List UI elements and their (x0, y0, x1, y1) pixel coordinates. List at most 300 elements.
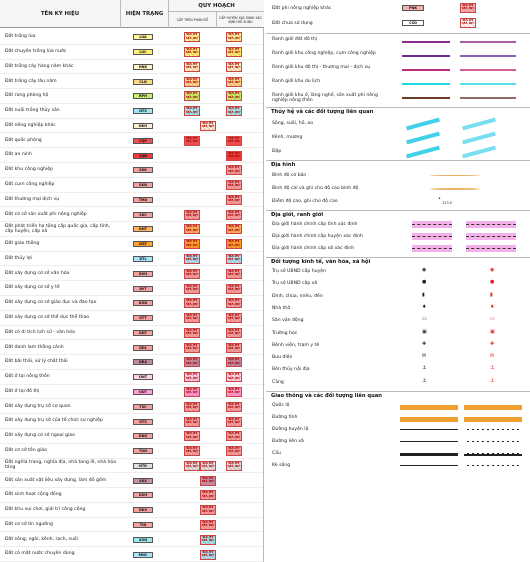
plan-code-planned: MÃ QH (228, 198, 240, 203)
plan-upper-box (184, 284, 200, 294)
plan-code-current: MÃ HT (228, 342, 240, 347)
plan-code-current: MÃ HT (228, 268, 240, 273)
legend-row (0, 30, 263, 45)
status-code-box: DTL (133, 256, 153, 262)
plan-district-box (226, 328, 242, 338)
plan-code-current: MÃ HT (228, 32, 240, 37)
plan-code-planned: MÃ QH (228, 109, 240, 114)
traffic-label: Đường tỉnh (272, 415, 298, 420)
status-code-box: LUA (133, 34, 153, 40)
plan-code-planned: MÃ QH (186, 331, 198, 336)
traffic-label: Kè sông (272, 463, 291, 468)
plan-code-current: MÃ HT (202, 475, 214, 480)
plan-district-box (226, 343, 242, 353)
plan-code-planned: MÃ QH (186, 272, 198, 277)
legend-row (0, 148, 263, 163)
plan-district-box (226, 77, 242, 87)
legend-label: Đất khu vui chơi, giải trí công cộng (5, 507, 86, 513)
plan-district-box (226, 313, 242, 323)
plan-code-planned: MÃ QH (228, 419, 240, 424)
plan-code-planned: MÃ QH (228, 375, 240, 380)
water-symbol (406, 146, 440, 159)
plan-upper-box (184, 461, 200, 471)
plan-code-current: MÃ HT (228, 387, 240, 392)
legend-label: Đất xây dựng cơ sở văn hóa (5, 270, 70, 276)
section-title: Địa hình (271, 162, 296, 168)
plan-code-current: MÃ HT (186, 283, 198, 288)
legend-label: Đất ở tại nông thôn (5, 374, 50, 380)
status-code-box: DSH (133, 492, 153, 498)
plan-upper-box (184, 136, 200, 146)
plan-code-current: MÃ HT (186, 357, 198, 362)
plan-code-current: MÃ HT (228, 61, 240, 66)
plan-code-planned: MÃ QH (186, 405, 198, 410)
status-code-box: DRA (133, 359, 153, 365)
plan-code-planned: MÃ QH (186, 213, 198, 217)
target-icon: ◉ (422, 267, 427, 273)
plan-code-planned: MÃ QH (202, 479, 214, 483)
plan-code-planned: MÃ QH (186, 434, 198, 439)
status-code-box: DYT (133, 286, 153, 292)
legend-header (0, 0, 264, 28)
plan-district-box (226, 91, 242, 101)
plan-code-planned: MÃ QH (186, 80, 198, 84)
status-code-box: TON (133, 448, 153, 454)
contour-line (430, 175, 480, 176)
plan-code-current: MÃ HT (228, 180, 240, 185)
status-code-box: LUC (133, 49, 153, 55)
legend-label: Đất cụm công nghiệp (5, 182, 55, 187)
divider (266, 107, 530, 108)
road-symbol-planned (464, 465, 522, 466)
boundary-label: Ranh giới khu du lịch (272, 79, 321, 84)
plan-code-current: MÃ HT (228, 416, 240, 421)
status-code-box: SKC (133, 212, 153, 218)
boundary-line-planned (460, 41, 516, 43)
header-plan: QUY HOẠCH (168, 0, 264, 12)
plan-code-current: MÃ HT (186, 327, 198, 332)
plan-code-planned: MÃ QH (228, 360, 240, 365)
plan-code-current: MÃ HT (228, 431, 240, 436)
econ-label: Cảng (272, 379, 284, 385)
legend-label: Đất danh lam thắng cảnh (5, 344, 64, 350)
legend-label: Đất trồng cây hàng năm khác (5, 63, 74, 69)
plan-mid-box (200, 535, 216, 545)
admin-label: Địa giới hành chính cấp xã xác định (272, 246, 355, 251)
plan-code-planned: MÃ QH (228, 346, 240, 350)
plan-district-box (226, 431, 242, 441)
legend-label: Đất phát triển hạ tầng cấp quốc gia, cấp tỉnh, cấp huyện, cấp xã (5, 223, 111, 234)
plan-code-planned: MÃ QH (186, 419, 198, 424)
legend-label: Đất sinh hoạt cộng đồng (5, 492, 62, 498)
plan-code-current: MÃ HT (186, 387, 198, 392)
legend-label: Đất xây dựng trụ sở cơ quan (5, 403, 71, 409)
plan-code-current: MÃ HT (202, 520, 214, 525)
econ-label: Bệnh viện, trạm y tế (272, 342, 320, 348)
terrain-label: Điểm độ cao, ghi chú độ cao (272, 199, 338, 204)
plan-upper-box (184, 387, 200, 397)
divider (266, 33, 530, 34)
plan-district-box (226, 284, 242, 294)
plan-district-box (226, 151, 242, 161)
plan-mid-box (200, 476, 216, 486)
boundary-label: Ranh giới khu ở, làng nghề, sản xuất phi nông nghiệp nông thôn (272, 93, 378, 104)
plan-district-box (226, 446, 242, 456)
plan-mid-box (200, 550, 216, 560)
anchor-icon: ⚓ (422, 365, 427, 372)
plan-mid-box (200, 505, 216, 515)
plan-code-planned: MÃ QH (228, 331, 240, 336)
plan-code-planned: MÃ QH (186, 139, 198, 144)
plan-code-current: MÃ HT (228, 401, 240, 406)
plan-code-planned: MÃ QH (228, 316, 240, 321)
plan-code-planned: MÃ QH (186, 109, 198, 114)
plan-code-current: MÃ HT (228, 460, 240, 465)
legend-row (0, 74, 263, 89)
status-code-box: HNK (133, 64, 153, 70)
port-icon: ⚓ (422, 377, 427, 384)
plan-code-current: MÃ HT (228, 47, 240, 52)
temple-icon: ▮ (422, 291, 425, 298)
plan-code-planned: MÃ QH (202, 538, 214, 543)
divider (266, 160, 530, 161)
plan-code-planned: MÃ QH (186, 346, 198, 350)
divider (266, 391, 530, 392)
legend-row (0, 193, 263, 208)
legend-label: Đất cơ sở tôn giáo (5, 448, 47, 453)
plan-code-planned: MÃ QH (228, 434, 240, 439)
plan-upper-box (184, 62, 200, 72)
plan-code-current: MÃ HT (186, 446, 198, 451)
divider (266, 210, 530, 211)
plan-code-current: MÃ HT (186, 61, 198, 66)
status-code-box: MNC (133, 552, 153, 558)
legend-label: Đất trồng lúa (5, 34, 36, 40)
plan-code-planned: MÃ QH (228, 153, 240, 158)
econ-label: Trụ sở UBND cấp huyện (272, 269, 326, 274)
boundary-line-planned (460, 83, 516, 85)
plan-upper-box (184, 372, 200, 382)
plan-code-current: MÃ HT (228, 106, 240, 111)
legend-label: Đất xây dựng cơ sở ngoại giao (5, 433, 75, 439)
plan-code-current: MÃ HT (186, 106, 198, 111)
hospital-icon: ✚ (490, 340, 495, 347)
water-symbol (406, 118, 440, 131)
plan-district-box (226, 224, 242, 234)
status-code-box: DGT (133, 241, 153, 247)
plan-upper-box (184, 77, 200, 87)
plan-district-box (226, 47, 242, 57)
status-code-box: PNK (402, 5, 424, 11)
plan-code-planned: MÃ QH (186, 257, 198, 262)
legend-row (0, 326, 263, 341)
plan-code-planned: MÃ QH (202, 552, 214, 557)
plan-district-box (226, 402, 242, 412)
plan-code-current: MÃ HT (228, 446, 240, 451)
plan-code-current: MÃ HT (186, 401, 198, 406)
road-symbol-planned (464, 441, 522, 442)
legend-label: Đất cơ sở sản xuất phi nông nghiệp (5, 211, 87, 217)
hospital-icon: ✚ (422, 340, 427, 347)
plan-code-current: MÃ HT (202, 460, 214, 465)
plan-upper-box (184, 106, 200, 116)
plan-code-current: MÃ HT (186, 47, 198, 52)
plan-code-planned: MÃ QH (462, 6, 474, 11)
plan-district-box (226, 239, 242, 249)
status-code-box: CSD (402, 20, 424, 26)
legend-row (0, 503, 263, 518)
map-symbol-legend (266, 0, 530, 562)
road-symbol-planned (464, 453, 522, 456)
status-code-box: NKH (133, 123, 153, 129)
section-title: Địa giới, ranh giới (271, 212, 324, 218)
plan-upper-box (184, 210, 200, 220)
water-symbol-planned (462, 118, 496, 131)
plan-code-planned: MÃ QH (228, 405, 240, 410)
plan-code-current: MÃ HT (228, 224, 240, 229)
terrain-label: Bình độ cái và ghi chú độ cao bình độ (272, 186, 359, 191)
plan-upper-box (184, 343, 200, 353)
plan-code-current: MÃ HT (186, 91, 198, 96)
target-icon: ◉ (490, 267, 495, 273)
status-code-box: TIN (133, 522, 153, 528)
status-code-box: ONT (133, 374, 153, 380)
plan-upper-box (184, 32, 200, 42)
road-symbol (400, 465, 458, 466)
legend-row (0, 104, 263, 119)
legend-row (0, 178, 263, 193)
road-symbol (400, 453, 458, 456)
water-symbol (406, 132, 440, 145)
legend-label: Đất sông, ngòi, kênh, rạch, suối (5, 536, 78, 542)
plan-code-current: MÃ HT (228, 165, 240, 170)
status-code-box: DTS (133, 419, 153, 425)
dot-icon: ● (422, 279, 427, 286)
church-icon: ♦ (490, 303, 495, 310)
plan-code-planned: MÃ QH (202, 508, 214, 513)
legend-label: Đất xây dựng cơ sở y tế (5, 285, 60, 291)
plan-code-planned: MÃ QH (202, 523, 214, 528)
section-title: Đối tượng kinh tế, văn hóa, xã hội (271, 259, 371, 265)
status-code-box: DDT (133, 330, 153, 336)
legend-row (0, 311, 263, 326)
legend-label: Đất xây dựng cơ sở thể dục thể thao (5, 315, 90, 320)
status-code-box: DTT (133, 315, 153, 321)
plan-upper-box (184, 446, 200, 456)
plan-code-planned: MÃ QH (228, 168, 240, 173)
header-name: TÊN KÝ HIỆU (40, 11, 80, 17)
status-code-box: DGD (133, 300, 153, 306)
status-code-box: DKV (133, 507, 153, 513)
plan-upper-box (184, 313, 200, 323)
plan-upper-box (184, 269, 200, 279)
admin-label: Địa giới hành chính cấp huyện xác định (272, 234, 363, 239)
admin-boundary-line-planned (466, 236, 516, 237)
plan-code-current: MÃ HT (186, 372, 198, 377)
plan-code-planned: MÃ QH (228, 227, 240, 232)
plan-code-planned: MÃ QH (228, 272, 240, 277)
admin-boundary-line (412, 248, 452, 249)
plan-code-planned: MÃ QH (186, 360, 198, 365)
legend-label: Đất nghĩa trang, nghĩa địa, nhà tang lễ, nhà hỏa táng (5, 460, 117, 471)
plan-box (460, 3, 476, 13)
road-symbol (400, 441, 458, 442)
legend-label: Đất khu công nghiệp (5, 167, 53, 173)
stadium-icon: ▭ (422, 316, 427, 323)
plan-code-current: MÃ HT (228, 209, 240, 214)
plan-mid-box (200, 490, 216, 500)
boundary-label: Ranh giới đất đô thị (272, 37, 318, 42)
legend-row (0, 222, 263, 237)
land-use-legend-table (0, 0, 264, 562)
legend-row (0, 414, 263, 429)
status-code-box: DNG (133, 433, 153, 439)
plan-code-planned: MÃ QH (228, 390, 240, 395)
plan-district-box (226, 372, 242, 382)
status-code-box: DDL (133, 345, 153, 351)
status-code-box: SKX (133, 478, 153, 484)
school-icon: ▣ (422, 328, 427, 335)
plan-district-box (226, 210, 242, 220)
anchor-icon: ⚓ (490, 365, 495, 372)
status-code-box: RPH (133, 93, 153, 99)
plan-district-box (226, 106, 242, 116)
plan-code-current: MÃ HT (202, 549, 214, 554)
stadium-icon: ▭ (490, 316, 495, 323)
plan-code-planned: MÃ QH (228, 80, 240, 84)
plan-code-planned: MÃ QH (186, 286, 198, 291)
status-code-box: TMD (133, 197, 153, 203)
section-title: Giao thông và các đối tượng liên quan (271, 393, 382, 399)
plan-upper-box (184, 402, 200, 412)
legend-label: Đất có di tích lịch sử - văn hóa (5, 329, 75, 335)
plan-code-planned: MÃ QH (228, 257, 240, 262)
plan-upper-box (184, 239, 200, 249)
plan-district-box (226, 269, 242, 279)
dot-icon: ● (490, 279, 495, 286)
terrain-label: Bình độ cơ bản (272, 173, 307, 178)
legend-label: Đất ở tại đô thị (5, 388, 40, 394)
plan-code-current: MÃ HT (186, 268, 198, 273)
plan-code-current: MÃ HT (186, 135, 198, 140)
legend-row (0, 473, 263, 488)
header-plan-upper: CẤP TRÊN PHÂN BỔ (168, 12, 216, 28)
header-status: HIỆN TRẠNG (120, 0, 168, 28)
plan-code-planned: MÃ QH (228, 94, 240, 99)
plan-code-planned: MÃ QH (186, 65, 198, 70)
section-title: Thủy hệ và các đối tượng liên quan (271, 109, 374, 115)
top-row-label: Đất chưa sử dụng (272, 21, 313, 26)
plan-box (460, 18, 476, 28)
legend-row (0, 252, 263, 267)
legend-row (0, 355, 263, 370)
plan-code-current: MÃ HT (186, 460, 198, 465)
plan-district-box (226, 298, 242, 308)
status-code-box: DVH (133, 271, 153, 277)
plan-district-box (226, 387, 242, 397)
plan-upper-box (184, 431, 200, 441)
plan-code-current: MÃ HT (228, 239, 240, 244)
plan-code-planned: MÃ QH (186, 50, 198, 55)
plan-upper-box (184, 357, 200, 367)
school-icon: ▣ (490, 328, 495, 335)
econ-label: Đình, chùa, miếu, đền (272, 293, 323, 299)
plan-code-current: MÃ HT (462, 3, 474, 7)
plan-code-current: MÃ HT (186, 32, 198, 37)
traffic-label: Quốc lộ (272, 403, 290, 408)
legend-label: Đất nuôi trồng thủy sản (5, 108, 60, 114)
plan-code-current: MÃ HT (228, 91, 240, 96)
road-symbol (400, 429, 458, 430)
traffic-label: Đường liên xã (272, 439, 304, 444)
status-code-box: DHT (133, 226, 153, 232)
legend-label: Đất thủy lợi (5, 255, 32, 261)
plan-code-planned: MÃ QH (186, 375, 198, 380)
church-icon: ♦ (422, 303, 427, 310)
legend-label: Đất xây dựng trụ sở của tổ chức sự nghiệp (5, 418, 103, 424)
boundary-line-current (402, 41, 450, 43)
header-plan-district: CẤP HUYỆN XÁC ĐỊNH XÁC ĐỊNH BỔ SUNG (216, 12, 264, 28)
plan-code-current: MÃ HT (186, 298, 198, 303)
legend-label: Đất cơ sở tín ngưỡng (5, 521, 53, 527)
legend-row (0, 399, 263, 414)
plan-code-planned: MÃ QH (186, 35, 198, 40)
plan-upper-box (184, 328, 200, 338)
plan-code-planned: MÃ QH (228, 286, 240, 291)
boundary-line-planned (460, 69, 516, 71)
econ-label: Sân vận động (272, 318, 304, 324)
plan-district-box (226, 417, 242, 427)
legend-label: Đất sản xuất vật liệu xây dựng, làm đồ gốm (5, 477, 107, 483)
legend-row (0, 518, 263, 533)
boundary-line-current (402, 69, 450, 71)
plan-code-current: MÃ HT (228, 372, 240, 377)
contour-line (430, 188, 480, 190)
status-code-box: CQP (133, 138, 153, 144)
econ-label: Trụ sở UBND cấp xã (272, 281, 318, 287)
plan-code-planned: MÃ QH (228, 464, 240, 469)
legend-row (0, 429, 263, 444)
plan-code-planned: MÃ QH (186, 94, 198, 99)
plan-district-box (226, 180, 242, 190)
water-label: Kênh, mương (272, 135, 303, 140)
status-code-box: SON (133, 537, 153, 543)
status-code-box: ODT (133, 389, 153, 395)
boundary-line-planned (460, 55, 516, 57)
legend-row (0, 281, 263, 296)
plan-code-current: MÃ HT (186, 431, 198, 436)
plan-code-planned: MÃ QH (186, 390, 198, 395)
plan-code-planned: MÃ QH (228, 213, 240, 217)
plan-code-current: MÃ HT (228, 327, 240, 332)
plan-district-box (226, 254, 242, 264)
boundary-label: Ranh giới khu công nghiệp, cụm công nghiệp (272, 51, 376, 56)
status-code-box: NTD (133, 463, 153, 469)
legend-row (0, 547, 263, 562)
plan-mid-box (200, 520, 216, 530)
legend-row (0, 340, 263, 355)
plan-district-box (226, 461, 242, 471)
econ-label: Nhà thờ (272, 305, 291, 311)
status-code-box: CAN (133, 153, 153, 159)
legend-row (0, 385, 263, 400)
plan-upper-box (184, 224, 200, 234)
legend-row (0, 60, 263, 75)
admin-boundary-line-planned (466, 224, 516, 225)
road-symbol-planned (464, 429, 522, 430)
plan-district-box (226, 165, 242, 175)
plan-upper-box (184, 91, 200, 101)
